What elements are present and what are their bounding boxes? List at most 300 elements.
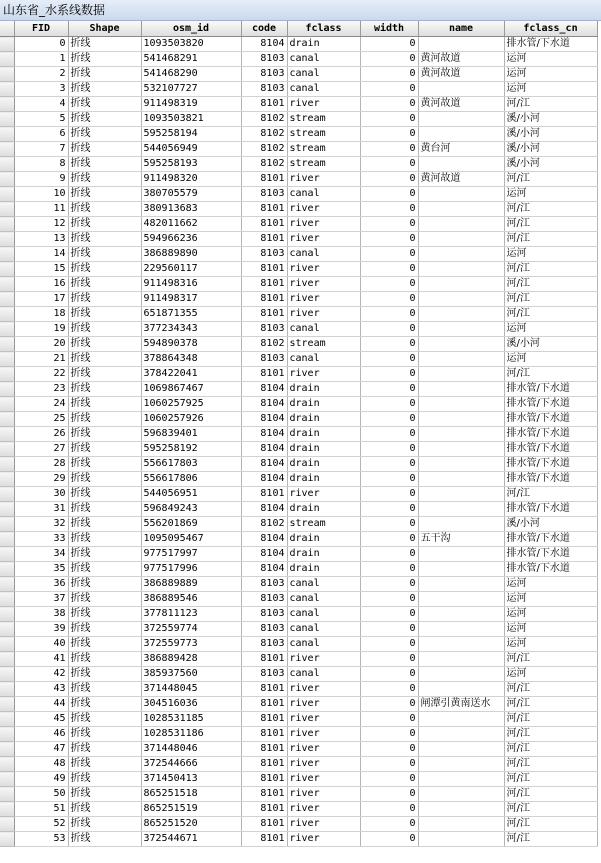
row-selector[interactable]: [0, 277, 14, 292]
cell-width[interactable]: 0: [360, 532, 418, 547]
cell-fclass-cn[interactable]: 河/江: [504, 817, 597, 832]
cell-fclass[interactable]: river: [287, 487, 360, 502]
cell-osm-id[interactable]: 386889546: [141, 592, 241, 607]
cell-code[interactable]: 8104: [241, 412, 287, 427]
cell-fid[interactable]: 22: [14, 367, 68, 382]
cell-fid[interactable]: 18: [14, 307, 68, 322]
cell-shape[interactable]: 折线: [68, 682, 141, 697]
cell-fid[interactable]: 12: [14, 217, 68, 232]
cell-code[interactable]: 8104: [241, 37, 287, 52]
cell-fid[interactable]: 46: [14, 727, 68, 742]
cell-fclass[interactable]: river: [287, 172, 360, 187]
cell-fclass-cn[interactable]: 河/江: [504, 202, 597, 217]
cell-osm-id[interactable]: 541468291: [141, 52, 241, 67]
table-row[interactable]: [0, 532, 597, 547]
cell-fid[interactable]: 9: [14, 172, 68, 187]
cell-fclass[interactable]: canal: [287, 592, 360, 607]
cell-shape[interactable]: 折线: [68, 637, 141, 652]
cell-width[interactable]: 0: [360, 802, 418, 817]
cell-fclass[interactable]: canal: [287, 322, 360, 337]
cell-width[interactable]: 0: [360, 547, 418, 562]
cell-fid[interactable]: 36: [14, 577, 68, 592]
cell-shape[interactable]: 折线: [68, 277, 141, 292]
cell-shape[interactable]: 折线: [68, 817, 141, 832]
cell-fclass-cn[interactable]: 河/江: [504, 682, 597, 697]
cell-code[interactable]: 8101: [241, 202, 287, 217]
cell-fid[interactable]: 35: [14, 562, 68, 577]
cell-name[interactable]: [418, 502, 504, 517]
row-selector[interactable]: [0, 757, 14, 772]
row-selector[interactable]: [0, 397, 14, 412]
row-selector[interactable]: [0, 292, 14, 307]
table-row[interactable]: [0, 487, 597, 502]
cell-code[interactable]: 8102: [241, 127, 287, 142]
cell-shape[interactable]: 折线: [68, 577, 141, 592]
cell-osm-id[interactable]: 594966236: [141, 232, 241, 247]
cell-fclass-cn[interactable]: 运河: [504, 637, 597, 652]
cell-osm-id[interactable]: 385937560: [141, 667, 241, 682]
cell-code[interactable]: 8103: [241, 637, 287, 652]
row-selector[interactable]: [0, 322, 14, 337]
cell-shape[interactable]: 折线: [68, 187, 141, 202]
cell-osm-id[interactable]: 304516036: [141, 697, 241, 712]
table-row[interactable]: [0, 337, 597, 352]
cell-fclass[interactable]: canal: [287, 82, 360, 97]
cell-shape[interactable]: 折线: [68, 112, 141, 127]
cell-shape[interactable]: 折线: [68, 172, 141, 187]
cell-fid[interactable]: 2: [14, 67, 68, 82]
cell-fclass-cn[interactable]: 运河: [504, 247, 597, 262]
cell-osm-id[interactable]: 911498320: [141, 172, 241, 187]
cell-osm-id[interactable]: 378864348: [141, 352, 241, 367]
cell-name[interactable]: [418, 397, 504, 412]
cell-fid[interactable]: 26: [14, 427, 68, 442]
cell-shape[interactable]: 折线: [68, 667, 141, 682]
cell-fclass[interactable]: canal: [287, 607, 360, 622]
cell-shape[interactable]: 折线: [68, 832, 141, 847]
cell-fid[interactable]: 50: [14, 787, 68, 802]
cell-fid[interactable]: 38: [14, 607, 68, 622]
cell-name[interactable]: [418, 457, 504, 472]
row-selector[interactable]: [0, 742, 14, 757]
cell-shape[interactable]: 折线: [68, 607, 141, 622]
cell-fclass-cn[interactable]: 运河: [504, 322, 597, 337]
row-selector[interactable]: [0, 517, 14, 532]
cell-osm-id[interactable]: 372544671: [141, 832, 241, 847]
cell-fid[interactable]: 41: [14, 652, 68, 667]
cell-code[interactable]: 8101: [241, 367, 287, 382]
row-selector[interactable]: [0, 832, 14, 847]
row-selector[interactable]: [0, 772, 14, 787]
table-row[interactable]: [0, 712, 597, 727]
cell-fclass[interactable]: canal: [287, 577, 360, 592]
row-selector[interactable]: [0, 607, 14, 622]
cell-width[interactable]: 0: [360, 232, 418, 247]
cell-code[interactable]: 8104: [241, 397, 287, 412]
cell-code[interactable]: 8103: [241, 622, 287, 637]
cell-fclass[interactable]: river: [287, 712, 360, 727]
row-selector[interactable]: [0, 712, 14, 727]
cell-width[interactable]: 0: [360, 412, 418, 427]
cell-fid[interactable]: 7: [14, 142, 68, 157]
cell-shape[interactable]: 折线: [68, 397, 141, 412]
cell-code[interactable]: 8101: [241, 487, 287, 502]
cell-code[interactable]: 8103: [241, 667, 287, 682]
cell-width[interactable]: 0: [360, 82, 418, 97]
cell-code[interactable]: 8101: [241, 742, 287, 757]
cell-name[interactable]: [418, 787, 504, 802]
cell-fclass-cn[interactable]: 河/江: [504, 277, 597, 292]
row-selector[interactable]: [0, 487, 14, 502]
table-row[interactable]: [0, 592, 597, 607]
cell-osm-id[interactable]: 541468290: [141, 67, 241, 82]
column-header-name[interactable]: name: [418, 21, 504, 37]
row-selector[interactable]: [0, 307, 14, 322]
cell-shape[interactable]: 折线: [68, 697, 141, 712]
cell-osm-id[interactable]: 1095095467: [141, 532, 241, 547]
cell-fclass-cn[interactable]: 运河: [504, 667, 597, 682]
cell-name[interactable]: [418, 487, 504, 502]
cell-width[interactable]: 0: [360, 112, 418, 127]
cell-shape[interactable]: 折线: [68, 457, 141, 472]
table-row[interactable]: [0, 517, 597, 532]
cell-osm-id[interactable]: 380705579: [141, 187, 241, 202]
cell-fid[interactable]: 5: [14, 112, 68, 127]
cell-osm-id[interactable]: 386889428: [141, 652, 241, 667]
cell-osm-id[interactable]: 372559774: [141, 622, 241, 637]
cell-name[interactable]: [418, 382, 504, 397]
cell-shape[interactable]: 折线: [68, 157, 141, 172]
cell-fid[interactable]: 6: [14, 127, 68, 142]
cell-fclass-cn[interactable]: 河/江: [504, 712, 597, 727]
cell-width[interactable]: 0: [360, 637, 418, 652]
cell-fid[interactable]: 43: [14, 682, 68, 697]
cell-name[interactable]: [418, 667, 504, 682]
cell-osm-id[interactable]: 544056951: [141, 487, 241, 502]
cell-osm-id[interactable]: 386889889: [141, 577, 241, 592]
cell-name[interactable]: [418, 322, 504, 337]
row-selector[interactable]: [0, 817, 14, 832]
cell-shape[interactable]: 折线: [68, 442, 141, 457]
cell-fid[interactable]: 11: [14, 202, 68, 217]
cell-osm-id[interactable]: 1069867467: [141, 382, 241, 397]
table-row[interactable]: [0, 742, 597, 757]
cell-osm-id[interactable]: 377234343: [141, 322, 241, 337]
cell-name[interactable]: [418, 187, 504, 202]
cell-fclass[interactable]: river: [287, 232, 360, 247]
cell-osm-id[interactable]: 372559773: [141, 637, 241, 652]
table-row[interactable]: [0, 367, 597, 382]
cell-width[interactable]: 0: [360, 772, 418, 787]
cell-fclass-cn[interactable]: 排水管/下水道: [504, 442, 597, 457]
cell-width[interactable]: 0: [360, 262, 418, 277]
cell-fclass[interactable]: canal: [287, 637, 360, 652]
cell-fclass[interactable]: stream: [287, 517, 360, 532]
cell-name[interactable]: 黄台河: [418, 142, 504, 157]
cell-osm-id[interactable]: 1028531185: [141, 712, 241, 727]
cell-fclass-cn[interactable]: 排水管/下水道: [504, 472, 597, 487]
table-row[interactable]: [0, 472, 597, 487]
cell-name[interactable]: [418, 202, 504, 217]
cell-fclass[interactable]: drain: [287, 37, 360, 52]
cell-shape[interactable]: 折线: [68, 652, 141, 667]
cell-code[interactable]: 8101: [241, 787, 287, 802]
cell-fclass-cn[interactable]: 排水管/下水道: [504, 457, 597, 472]
cell-code[interactable]: 8101: [241, 262, 287, 277]
cell-shape[interactable]: 折线: [68, 772, 141, 787]
cell-name[interactable]: [418, 607, 504, 622]
cell-code[interactable]: 8104: [241, 457, 287, 472]
cell-fclass-cn[interactable]: 运河: [504, 67, 597, 82]
cell-fid[interactable]: 34: [14, 547, 68, 562]
cell-fclass-cn[interactable]: 河/江: [504, 787, 597, 802]
cell-fclass-cn[interactable]: 河/江: [504, 757, 597, 772]
cell-shape[interactable]: 折线: [68, 562, 141, 577]
cell-fclass[interactable]: stream: [287, 112, 360, 127]
cell-code[interactable]: 8101: [241, 217, 287, 232]
cell-width[interactable]: 0: [360, 622, 418, 637]
cell-fclass[interactable]: river: [287, 682, 360, 697]
cell-shape[interactable]: 折线: [68, 427, 141, 442]
cell-fclass-cn[interactable]: 河/江: [504, 832, 597, 847]
table-row[interactable]: [0, 277, 597, 292]
cell-osm-id[interactable]: 911498317: [141, 292, 241, 307]
cell-shape[interactable]: 折线: [68, 517, 141, 532]
cell-fid[interactable]: 4: [14, 97, 68, 112]
cell-fclass-cn[interactable]: 排水管/下水道: [504, 427, 597, 442]
cell-fid[interactable]: 20: [14, 337, 68, 352]
cell-name[interactable]: [418, 562, 504, 577]
cell-fid[interactable]: 16: [14, 277, 68, 292]
cell-name[interactable]: [418, 277, 504, 292]
row-selector[interactable]: [0, 262, 14, 277]
row-selector[interactable]: [0, 352, 14, 367]
table-row[interactable]: [0, 427, 597, 442]
cell-fclass[interactable]: canal: [287, 247, 360, 262]
cell-fclass[interactable]: river: [287, 292, 360, 307]
cell-fid[interactable]: 45: [14, 712, 68, 727]
table-row[interactable]: [0, 442, 597, 457]
cell-fclass-cn[interactable]: 河/江: [504, 262, 597, 277]
cell-osm-id[interactable]: 595258193: [141, 157, 241, 172]
cell-osm-id[interactable]: 556201869: [141, 517, 241, 532]
cell-fclass[interactable]: river: [287, 202, 360, 217]
cell-fclass[interactable]: drain: [287, 397, 360, 412]
table-row[interactable]: [0, 307, 597, 322]
cell-fclass[interactable]: river: [287, 652, 360, 667]
cell-width[interactable]: 0: [360, 757, 418, 772]
cell-fclass[interactable]: river: [287, 97, 360, 112]
row-selector[interactable]: [0, 412, 14, 427]
cell-width[interactable]: 0: [360, 607, 418, 622]
cell-name[interactable]: [418, 727, 504, 742]
table-row[interactable]: [0, 172, 597, 187]
cell-osm-id[interactable]: 865251518: [141, 787, 241, 802]
cell-width[interactable]: 0: [360, 397, 418, 412]
cell-code[interactable]: 8103: [241, 247, 287, 262]
table-row[interactable]: [0, 727, 597, 742]
cell-code[interactable]: 8103: [241, 607, 287, 622]
cell-osm-id[interactable]: 594890378: [141, 337, 241, 352]
cell-name[interactable]: 黄河故道: [418, 52, 504, 67]
table-row[interactable]: [0, 97, 597, 112]
cell-fclass[interactable]: stream: [287, 142, 360, 157]
cell-fclass-cn[interactable]: 溪/小河: [504, 142, 597, 157]
cell-shape[interactable]: 折线: [68, 307, 141, 322]
cell-width[interactable]: 0: [360, 817, 418, 832]
cell-fid[interactable]: 29: [14, 472, 68, 487]
cell-fclass[interactable]: canal: [287, 622, 360, 637]
cell-fclass-cn[interactable]: 溪/小河: [504, 157, 597, 172]
cell-osm-id[interactable]: 482011662: [141, 217, 241, 232]
cell-fid[interactable]: 19: [14, 322, 68, 337]
cell-osm-id[interactable]: 596849243: [141, 502, 241, 517]
cell-width[interactable]: 0: [360, 682, 418, 697]
cell-name[interactable]: 五干沟: [418, 532, 504, 547]
cell-code[interactable]: 8103: [241, 322, 287, 337]
cell-shape[interactable]: 折线: [68, 97, 141, 112]
cell-fclass-cn[interactable]: 河/江: [504, 697, 597, 712]
row-selector[interactable]: [0, 232, 14, 247]
cell-fclass[interactable]: stream: [287, 337, 360, 352]
cell-osm-id[interactable]: 977517996: [141, 562, 241, 577]
cell-osm-id[interactable]: 371450413: [141, 772, 241, 787]
cell-code[interactable]: 8102: [241, 112, 287, 127]
cell-code[interactable]: 8101: [241, 772, 287, 787]
table-row[interactable]: [0, 247, 597, 262]
cell-fid[interactable]: 51: [14, 802, 68, 817]
cell-fid[interactable]: 13: [14, 232, 68, 247]
cell-width[interactable]: 0: [360, 367, 418, 382]
cell-shape[interactable]: 折线: [68, 487, 141, 502]
table-row[interactable]: [0, 607, 597, 622]
cell-fid[interactable]: 28: [14, 457, 68, 472]
cell-code[interactable]: 8101: [241, 682, 287, 697]
cell-osm-id[interactable]: 1093503821: [141, 112, 241, 127]
cell-name[interactable]: [418, 712, 504, 727]
cell-fclass-cn[interactable]: 运河: [504, 577, 597, 592]
cell-fclass[interactable]: drain: [287, 532, 360, 547]
cell-width[interactable]: 0: [360, 127, 418, 142]
cell-name[interactable]: [418, 832, 504, 847]
cell-fclass-cn[interactable]: 河/江: [504, 97, 597, 112]
cell-shape[interactable]: 折线: [68, 592, 141, 607]
cell-name[interactable]: [418, 352, 504, 367]
cell-shape[interactable]: 折线: [68, 322, 141, 337]
cell-fid[interactable]: 10: [14, 187, 68, 202]
cell-osm-id[interactable]: 865251520: [141, 817, 241, 832]
cell-fclass[interactable]: stream: [287, 127, 360, 142]
cell-fclass[interactable]: drain: [287, 502, 360, 517]
cell-fclass-cn[interactable]: 运河: [504, 352, 597, 367]
row-selector[interactable]: [0, 127, 14, 142]
table-row[interactable]: [0, 787, 597, 802]
cell-fclass-cn[interactable]: 河/江: [504, 742, 597, 757]
cell-fclass-cn[interactable]: 运河: [504, 52, 597, 67]
cell-shape[interactable]: 折线: [68, 352, 141, 367]
cell-fclass-cn[interactable]: 排水管/下水道: [504, 502, 597, 517]
table-row[interactable]: [0, 262, 597, 277]
cell-fid[interactable]: 0: [14, 37, 68, 52]
column-header-osm-id[interactable]: osm_id: [141, 21, 241, 37]
cell-name[interactable]: 黄河故道: [418, 97, 504, 112]
cell-fid[interactable]: 33: [14, 532, 68, 547]
cell-fid[interactable]: 42: [14, 667, 68, 682]
cell-osm-id[interactable]: 1028531186: [141, 727, 241, 742]
cell-width[interactable]: 0: [360, 562, 418, 577]
cell-fclass[interactable]: river: [287, 277, 360, 292]
cell-fclass-cn[interactable]: 排水管/下水道: [504, 562, 597, 577]
table-row[interactable]: [0, 52, 597, 67]
table-row[interactable]: [0, 817, 597, 832]
cell-shape[interactable]: 折线: [68, 292, 141, 307]
cell-code[interactable]: 8102: [241, 517, 287, 532]
row-selector[interactable]: [0, 457, 14, 472]
cell-width[interactable]: 0: [360, 97, 418, 112]
cell-fclass[interactable]: canal: [287, 52, 360, 67]
row-selector[interactable]: [0, 217, 14, 232]
cell-name[interactable]: [418, 802, 504, 817]
cell-name[interactable]: [418, 217, 504, 232]
cell-fid[interactable]: 23: [14, 382, 68, 397]
cell-shape[interactable]: 折线: [68, 52, 141, 67]
cell-shape[interactable]: 折线: [68, 202, 141, 217]
cell-code[interactable]: 8104: [241, 427, 287, 442]
row-selector[interactable]: [0, 112, 14, 127]
table-row[interactable]: [0, 157, 597, 172]
table-row[interactable]: [0, 637, 597, 652]
cell-fclass[interactable]: drain: [287, 382, 360, 397]
column-header-fclass[interactable]: fclass: [287, 21, 360, 37]
cell-name[interactable]: [418, 547, 504, 562]
row-selector[interactable]: [0, 667, 14, 682]
cell-shape[interactable]: 折线: [68, 547, 141, 562]
cell-osm-id[interactable]: 977517997: [141, 547, 241, 562]
cell-width[interactable]: 0: [360, 337, 418, 352]
cell-width[interactable]: 0: [360, 652, 418, 667]
cell-shape[interactable]: 折线: [68, 472, 141, 487]
cell-fclass-cn[interactable]: 运河: [504, 622, 597, 637]
row-selector[interactable]: [0, 142, 14, 157]
cell-width[interactable]: 0: [360, 322, 418, 337]
cell-shape[interactable]: 折线: [68, 502, 141, 517]
cell-code[interactable]: 8104: [241, 532, 287, 547]
cell-name[interactable]: [418, 442, 504, 457]
cell-fclass[interactable]: river: [287, 742, 360, 757]
cell-width[interactable]: 0: [360, 502, 418, 517]
cell-fclass-cn[interactable]: 河/江: [504, 367, 597, 382]
cell-shape[interactable]: 折线: [68, 802, 141, 817]
cell-code[interactable]: 8103: [241, 67, 287, 82]
table-row[interactable]: [0, 622, 597, 637]
cell-fclass[interactable]: drain: [287, 442, 360, 457]
cell-fclass-cn[interactable]: 排水管/下水道: [504, 412, 597, 427]
table-row[interactable]: [0, 187, 597, 202]
table-row[interactable]: [0, 652, 597, 667]
cell-name[interactable]: [418, 472, 504, 487]
table-row[interactable]: [0, 202, 597, 217]
cell-osm-id[interactable]: 596839401: [141, 427, 241, 442]
table-row[interactable]: [0, 667, 597, 682]
cell-width[interactable]: 0: [360, 712, 418, 727]
cell-fid[interactable]: 40: [14, 637, 68, 652]
cell-fclass-cn[interactable]: 河/江: [504, 802, 597, 817]
cell-name[interactable]: 黄河故道: [418, 172, 504, 187]
cell-osm-id[interactable]: 911498319: [141, 97, 241, 112]
cell-name[interactable]: [418, 517, 504, 532]
cell-osm-id[interactable]: 865251519: [141, 802, 241, 817]
cell-fid[interactable]: 53: [14, 832, 68, 847]
